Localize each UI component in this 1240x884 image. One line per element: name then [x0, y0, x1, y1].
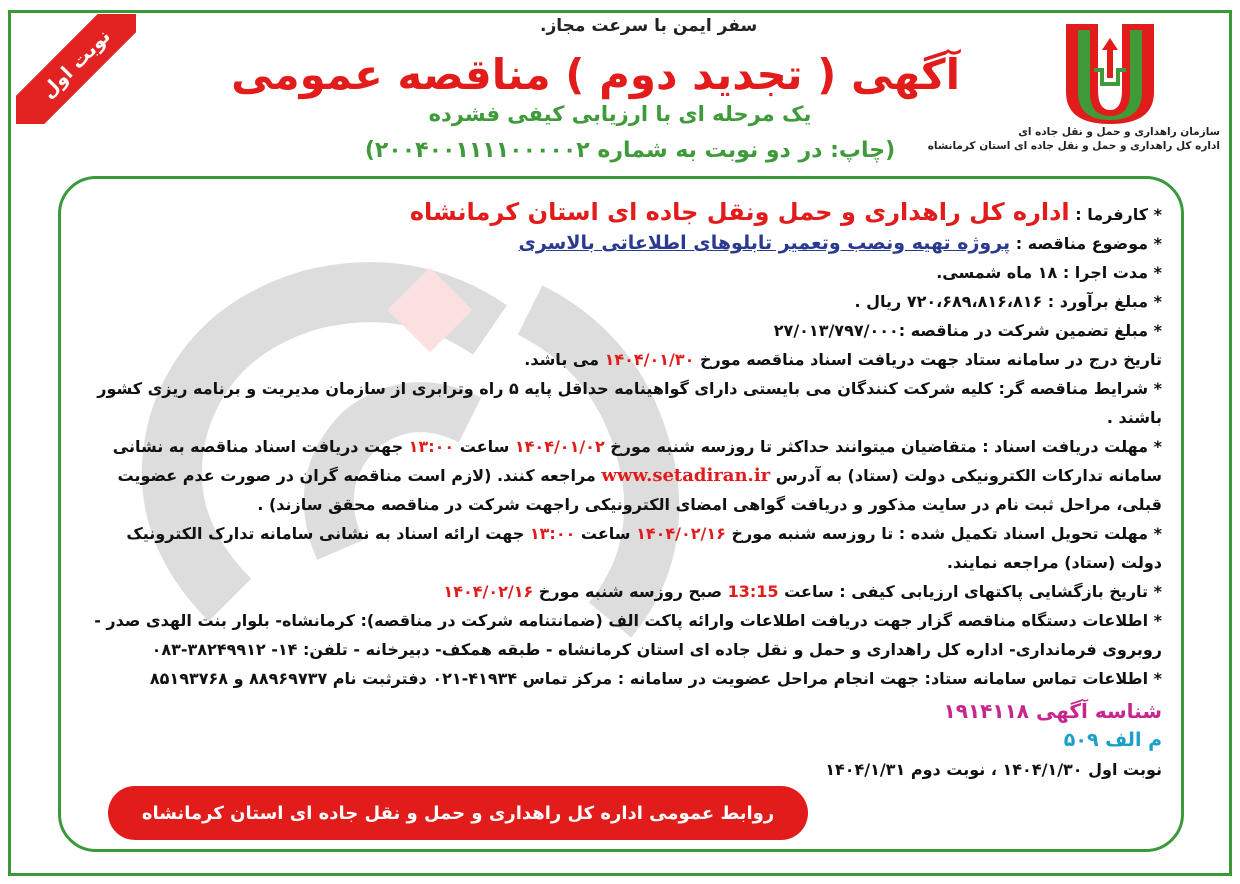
guarantee-line: * مبلغ تضمین شرکت در مناقصه :۲۷/۰۱۳/۷۹۷/۰۰۰: [773, 321, 1162, 340]
subject-label: * موضوع مناقصه :: [1010, 234, 1162, 253]
subject-line: [92, 229, 1162, 258]
estimate-line: * مبلغ برآورد : ۷۲۰،۶۸۹،۸۱۶،۸۱۶ ریال .: [854, 292, 1162, 311]
organization-logo: [1058, 20, 1162, 126]
receive-docs-line: [92, 432, 1162, 519]
deliver-time: ۱۳:۰۰: [529, 524, 576, 543]
deliver-post: جهت ارائه اسناد به نشانی سامانه تدارک الکترونیک دولت (ستاد) مراجعه نمایند.: [126, 524, 1162, 572]
publication-dates: نوبت اول ۱۴۰۴/۱/۳۰ ، نوبت دوم ۱۴۰۴/۱/۳۱: [825, 760, 1162, 779]
receive-mid: ساعت: [454, 437, 515, 456]
org-name-line2: اداره کل راهداری و حمل و نقل جاده ای استان کرمانشاه: [927, 140, 1220, 152]
public-relations-banner: روابط عمومی اداره کل راهداری و حمل و نقل جاده ای استان کرمانشاه: [108, 786, 808, 840]
deliver-pre: * مهلت تحویل اسناد تکمیل شده : تا روزسه شنبه مورخ: [725, 524, 1162, 543]
opening-mid: صبح روزسه شنبه مورخ: [533, 582, 728, 601]
page-title: آگهی ( تجدید دوم ) مناقصه عمومی: [231, 50, 960, 99]
receive-post: جهت دریافت اسناد مناقصه به نشانی سامانه تدارکات الکترونیکی دولت (ستاد) به آدرس: [112, 437, 1162, 485]
employer-label: * کارفرما :: [1069, 205, 1162, 224]
setad-contact-line: * اطلاعات تماس سامانه ستاد: جهت انجام مراحل عضویت در سامانه : مرکز تماس ۴۱۹۳۴-۰۲۱ دفترثبت نام ۸۸۹۶۹۷۳۷ و ۸۵۱۹۳۷۶۸: [149, 669, 1162, 688]
first-run-badge: [16, 14, 136, 124]
opening-pre: * تاریخ بازگشایی پاکتهای ارزیابی کیفی : ساعت: [778, 582, 1162, 601]
deliver-date: ۱۴۰۴/۰۲/۱۶: [636, 524, 726, 543]
print-notice: (چاپ: در دو نوبت به شماره ۲۰۰۴۰۰۱۱۱۱۰۰۰۰۰۲): [364, 138, 896, 163]
receive-tail: مراجعه کنند. (لازم است مناقصه گران در صورت عدم عضویت قبلی، مراحل ثبت نام در سایت مذکور و دریافت گواهی امضای الکترونیکی راجهت شرکت در مناقصه محقق سازند) .: [117, 466, 1162, 514]
posting-date-post: می باشد.: [524, 350, 605, 369]
setad-website-link[interactable]: www.setadiran.ir: [601, 465, 771, 486]
duration-line: * مدت اجرا : ۱۸ ماه شمسی.: [936, 263, 1162, 282]
opening-line: [92, 577, 1162, 606]
opening-time: 13:15: [727, 582, 779, 601]
employer-line: [92, 198, 1162, 229]
posting-date-pre: تاریخ درج در سامانه ستاد جهت دریافت اسناد مناقصه مورخ: [694, 350, 1162, 369]
org-info-line: * اطلاعات دستگاه مناقصه گزار جهت دریافت اطلاعات وارائه پاکت الف (ضمانتنامه شرکت در مناقصه): کرمانشاه- بلوار بنت الهدی صدر - روبروی فرمانداری- اداره کل راهداری و حمل و نقل جاده ای استان کرمانشاه - طبقه همکف- دبیرخانه - تلفن: ۱۴- ۳۸۲۴۹۹۱۲-۰۸۳: [94, 611, 1162, 659]
badge-label: نوبت اول: [16, 14, 136, 124]
receive-date: ۱۴۰۴/۰۱/۰۲: [514, 437, 605, 456]
ad-identifier: شناسه آگهی ۱۹۱۴۱۱۸: [943, 699, 1162, 723]
ad-code: م الف ۵۰۹: [1063, 729, 1162, 751]
org-name-line1: سازمان راهداری و حمل و نقل جاده ای: [1018, 126, 1220, 138]
subject-value: پروژه تهیه ونصب وتعمیر تابلوهای اطلاعاتی بالاسری: [518, 232, 1011, 254]
opening-date: ۱۴۰۴/۰۲/۱۶: [443, 582, 534, 601]
employer-value: اداره کل راهداری و حمل ونقل جاده ای استان کرمانشاه: [409, 198, 1070, 226]
safety-slogan: سفر ایمن با سرعت مجاز.: [540, 16, 758, 36]
page-subtitle: یک مرحله ای با ارزیابی کیفی فشرده: [428, 102, 812, 126]
receive-pre: * مهلت دریافت اسناد : متقاضیان میتوانند حداکثر تا روزسه شنبه مورخ: [604, 437, 1162, 456]
posting-date-value: ۱۴۰۴/۰۱/۳۰: [604, 350, 695, 369]
posting-date-line: [92, 345, 1162, 374]
deliver-docs-line: [92, 519, 1162, 577]
deliver-mid: ساعت: [575, 524, 637, 543]
receive-time: ۱۳:۰۰: [408, 437, 455, 456]
tender-details: [92, 198, 1162, 784]
conditions-line: * شرایط مناقصه گر: کلیه شرکت کنندگان می بایستی دارای گواهینامه حداقل پایه ۵ راه وترابری از سازمان مدیریت و برنامه ریزی کشور باشند .: [97, 379, 1162, 427]
